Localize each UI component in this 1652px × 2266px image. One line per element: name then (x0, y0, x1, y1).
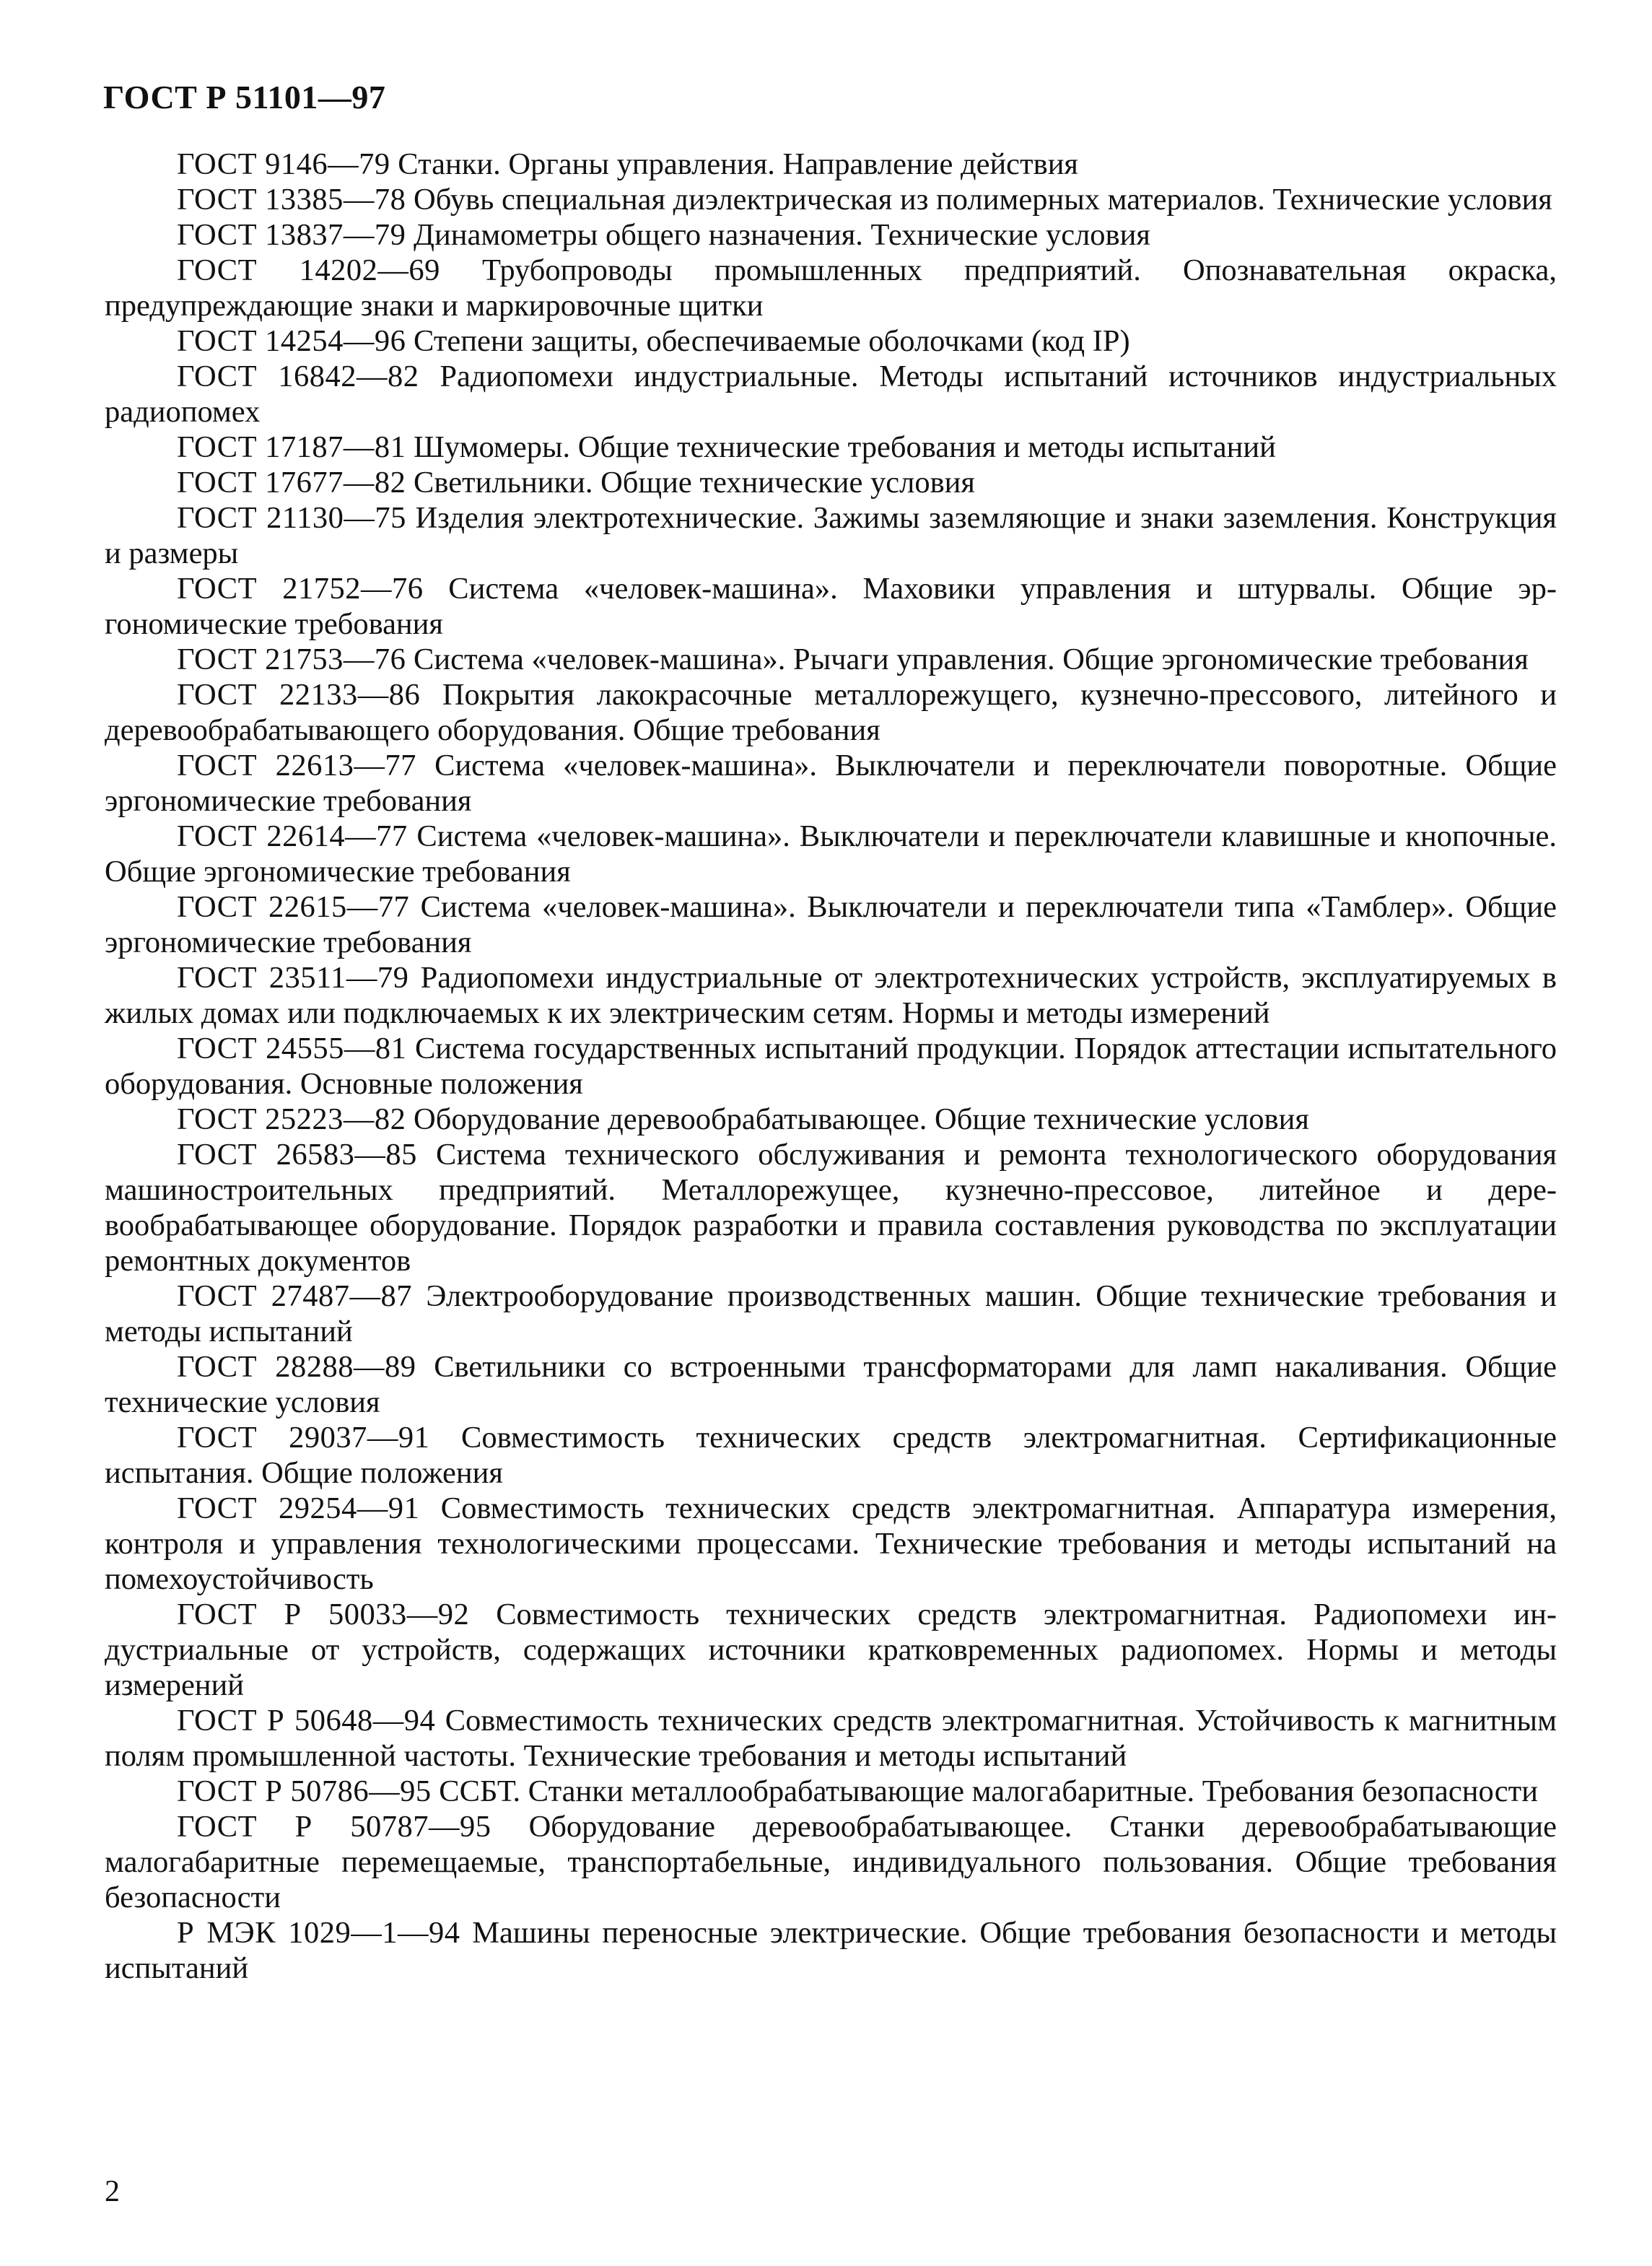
reference-title: Изделия электротехнические. Зажимы заземляющие и знаки заземления. Конструкция и размеры (105, 501, 1557, 570)
reference-item (105, 147, 1557, 182)
reference-code: ГОСТ 21130—75 (177, 501, 406, 535)
reference-item (105, 1031, 1557, 1102)
document-header: ГОСТ Р 51101—97 (103, 79, 386, 116)
reference-title: Покрытия лакокрасочные металлорежущего, кузнечно-прессового, литейного и деревообрабатывающего оборудования. Общие требования (105, 678, 1557, 747)
reference-title: Совместимость технических средств электромагнитная. Аппаратура измерения, контроля и управления технологическими процессами. Технические требования и методы испытаний на помехоустойчивость (105, 1491, 1557, 1596)
reference-code: ГОСТ 23511—79 (177, 961, 409, 995)
reference-item (105, 819, 1557, 889)
reference-code: ГОСТ 29037—91 (177, 1421, 430, 1455)
reference-title: Радиопомехи индустриальные. Методы испытаний источников индустриальных радиопомех (105, 359, 1557, 429)
reference-item (105, 323, 1557, 359)
reference-item (105, 677, 1557, 748)
reference-code: ГОСТ 26583—85 (177, 1138, 417, 1172)
reference-title: Трубопроводы промышленных предприятий. Опознавательная окраска, предупреждающие знаки и маркировочные щитки (105, 253, 1557, 323)
reference-title: Система «человек-машина». Маховики управления и штурвалы. Общие эргономические требования (105, 572, 1557, 641)
reference-code: ГОСТ 21752—76 (177, 572, 424, 606)
reference-item (105, 1597, 1557, 1703)
reference-code: ГОСТ 22615—77 (177, 890, 410, 924)
reference-code: ГОСТ 17677—82 (177, 466, 406, 500)
reference-code: ГОСТ Р 50787—95 (177, 1810, 491, 1844)
reference-title: Оборудование деревообрабатывающее. Общие технические условия (414, 1102, 1309, 1136)
reference-code: ГОСТ 25223—82 (177, 1102, 406, 1136)
reference-code: ГОСТ 9146—79 (177, 147, 390, 181)
reference-item (105, 1420, 1557, 1491)
reference-title: Электрооборудование производственных машин. Общие технические требования и методы испытаний (105, 1279, 1557, 1348)
reference-code: ГОСТ 22613—77 (177, 749, 416, 783)
reference-title: Степени защиты, обеспечиваемые оболочками (код IP) (414, 324, 1130, 358)
reference-title: Система «человек-машина». Выключатели и переключатели типа «Тамблер». Общие эргономические требования (105, 890, 1557, 959)
reference-item (105, 1278, 1557, 1349)
reference-code: ГОСТ 14202—69 (177, 253, 440, 287)
reference-code: ГОСТ 24555—81 (177, 1032, 407, 1066)
reference-code: Р МЭК 1029—1—94 (177, 1916, 460, 1950)
reference-title: Светильники. Общие технические условия (414, 466, 975, 500)
reference-code: ГОСТ 13837—79 (177, 218, 406, 252)
reference-code: ГОСТ 29254—91 (177, 1491, 420, 1525)
reference-item (105, 1809, 1557, 1915)
reference-code: ГОСТ Р 50786—95 (177, 1774, 432, 1808)
reference-item (105, 1703, 1557, 1774)
reference-title: Совместимость технических средств электромагнитная. Сертификационные испытания. Общие положения (105, 1421, 1557, 1490)
reference-item (105, 748, 1557, 819)
reference-item (105, 1774, 1557, 1809)
reference-title: Машины переносные электрические. Общие требования безопасности и методы испытаний (105, 1916, 1557, 1985)
reference-item (105, 182, 1557, 217)
reference-title: Система «человек-машина». Рычаги управления. Общие эргономические требования (414, 642, 1529, 676)
reference-code: ГОСТ 21753—76 (177, 642, 406, 676)
reference-item (105, 1137, 1557, 1278)
reference-title: Светильники со встроенными трансформаторами для ламп накаливания. Общие технические условия (105, 1350, 1557, 1419)
reference-title: Динамометры общего назначения. Технические условия (414, 218, 1150, 252)
reference-code: ГОСТ 13385—78 (177, 183, 406, 217)
reference-code: ГОСТ 16842—82 (177, 359, 419, 393)
reference-item (105, 642, 1557, 677)
reference-code: ГОСТ 17187—81 (177, 430, 406, 464)
reference-item (105, 1915, 1557, 1986)
reference-title: Система «человек-машина». Выключатели и переключатели клавишные и кнопочные. Общие эргономические требования (105, 819, 1557, 889)
reference-title: Обувь специальная диэлектрическая из полимерных материалов. Технические условия (414, 183, 1552, 217)
reference-code: ГОСТ Р 50033—92 (177, 1598, 470, 1631)
reference-item (105, 960, 1557, 1031)
reference-title: Система технического обслуживания и ремонта технологического оборудования машиностроительных предприятий. Металлорежущее, кузнечно-прессовое, литейное и деревообрабатывающее оборудование. Порядок разработки и правила составления руководства по эксплуатации ремонтных документов (105, 1138, 1557, 1278)
reference-title: Система государственных испытаний продукции. Порядок аттестации испытательного оборудования. Основные положения (105, 1032, 1557, 1101)
reference-title: Шумомеры. Общие технические требования и методы испытаний (414, 430, 1276, 464)
reference-title: Радиопомехи индустриальные от электротехнических устройств, эксплуатируемых в жилых домах или подключаемых к их электрическим сетям. Нормы и методы измерений (105, 961, 1557, 1030)
reference-item (105, 500, 1557, 571)
reference-code: ГОСТ 14254—96 (177, 324, 406, 358)
reference-code: ГОСТ 22133—86 (177, 678, 421, 712)
reference-code: ГОСТ 28288—89 (177, 1350, 416, 1384)
reference-item (105, 465, 1557, 500)
reference-title: Станки. Органы управления. Направление действия (398, 147, 1078, 181)
reference-item (105, 1102, 1557, 1137)
reference-title: Система «человек-машина». Выключатели и переключатели поворотные. Общие эргономические требования (105, 749, 1557, 818)
reference-title: ССБТ. Станки металлообрабатывающие малогабаритные. Требования безопасности (439, 1774, 1538, 1808)
reference-item (105, 359, 1557, 430)
reference-item (105, 889, 1557, 960)
page-number: 2 (105, 2175, 120, 2208)
reference-item (105, 571, 1557, 642)
reference-title: Совместимость технических средств электромагнитная. Радиопомехи индустриальные от устройств, содержащих источники кратковременных радиопомех. Нормы и методы измерений (105, 1598, 1557, 1702)
reference-item (105, 430, 1557, 465)
reference-item (105, 253, 1557, 323)
reference-code: ГОСТ Р 50648—94 (177, 1704, 436, 1738)
reference-list (105, 147, 1557, 1986)
reference-item (105, 1349, 1557, 1420)
reference-code: ГОСТ 27487—87 (177, 1279, 413, 1313)
reference-title: Оборудование деревообрабатывающее. Станки деревообрабатывающие малогабаритные перемещаемые, транспортабельные, индивидуального пользования. Общие требования безопасности (105, 1810, 1557, 1914)
reference-item (105, 1491, 1557, 1597)
reference-item (105, 217, 1557, 253)
reference-title: Совместимость технических средств электромагнитная. Устойчивость к магнитным полям промышленной частоты. Технические требования и методы испытаний (105, 1704, 1557, 1773)
reference-code: ГОСТ 22614—77 (177, 819, 408, 853)
